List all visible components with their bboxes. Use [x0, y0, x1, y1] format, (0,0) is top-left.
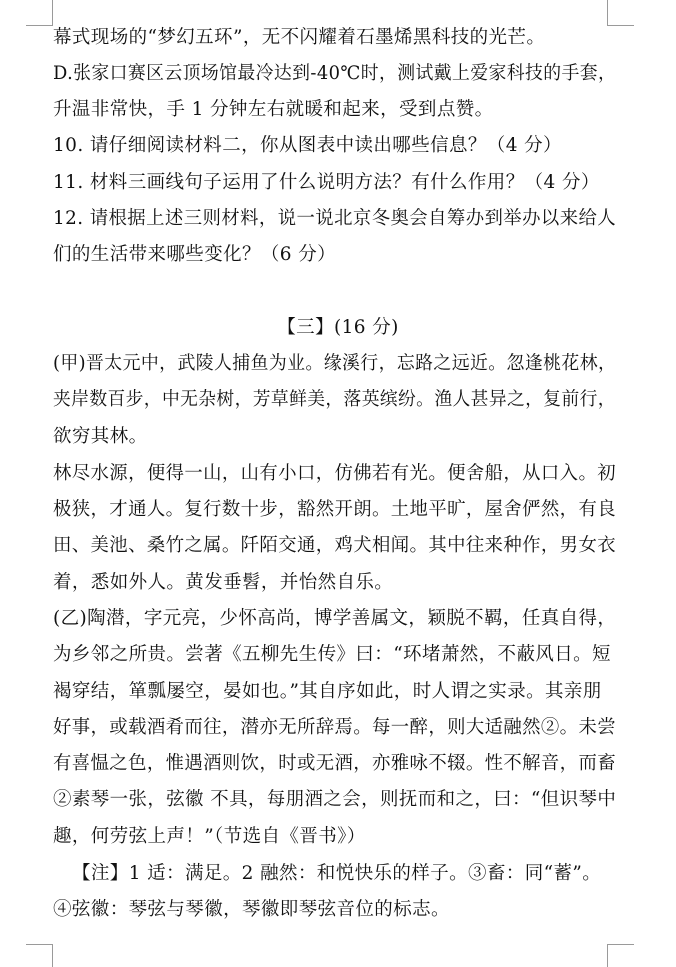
- crop-mark-bottom-right-vertical: [607, 944, 608, 967]
- passage-jia-line: 田、美池、桑竹之属。阡陌交通，鸡犬相闻。其中往来种作，男女衣: [53, 535, 616, 556]
- crop-mark-bottom-right-horizontal: [607, 944, 634, 945]
- crop-mark-top-left-horizontal: [26, 25, 53, 26]
- text-line: 升温非常快，手 1 分钟左右就暖和起来，受到点赞。: [53, 99, 494, 120]
- passage-jia-line: (甲)晋太元中，武陵人捕鱼为业。缘溪行，忘路之远近。忽逢桃花林，: [53, 353, 617, 374]
- question-11: 11. 材料三画线句子运用了什么说明方法？有什么作用？（4 分）: [53, 172, 600, 193]
- crop-mark-top-right-vertical: [607, 0, 608, 26]
- passage-yi-line: 为乡邻之所贵。尝著《五柳先生传》曰：“环堵萧然，不蔽风日。短: [53, 644, 611, 665]
- crop-mark-bottom-left-horizontal: [26, 944, 53, 945]
- passage-jia-line: 欲穷其林。: [53, 426, 148, 447]
- crop-mark-top-left-vertical: [52, 0, 53, 26]
- crop-mark-bottom-left-vertical: [52, 944, 53, 967]
- passage-yi-line: 褐穿结，箪瓢屡空，晏如也。”其自序如此，时人谓之实录。其亲朋: [53, 681, 602, 702]
- text-line: 幕式现场的“梦幻五环”，无不闪耀着石墨烯黑科技的光芒。: [53, 27, 546, 48]
- section-heading: 【三】(16 分): [277, 317, 399, 338]
- question-10: 10. 请仔细阅读材料二，你从图表中读出哪些信息？（4 分）: [53, 135, 562, 156]
- passage-yi-line: 好事，或载酒肴而往，潜亦无所辞焉。每一醉，则大适融然②。未尝: [53, 717, 616, 738]
- passage-jia-line: 林尽水源，便得一山，山有小口，仿佛若有光。便舍船，从口入。初: [53, 463, 616, 484]
- passage-yi-line: 趣，何劳弦上声！”（节选自《晋书》）: [53, 826, 366, 847]
- passage-yi-line: ②素琴一张，弦徽 不具，每朋酒之会，则抚而和之，曰：“但识琴中: [53, 789, 617, 810]
- text-line: 们的生活带来哪些变化？（6 分）: [53, 244, 337, 265]
- passage-jia-line: 着，悉如外人。黄发垂髫，并怡然自乐。: [53, 572, 394, 593]
- text-line: D.张家口赛区云顶场馆最冷达到-40℃时，测试戴上爱家科技的手套，: [53, 63, 617, 84]
- question-12: 12. 请根据上述三则材料，说一说北京冬奥会自筹办到举办以来给人: [53, 208, 617, 229]
- passage-yi-line: 有喜愠之色，惟遇酒则饮，时或无酒，亦雅咏不辍。性不解音，而畜: [53, 753, 616, 774]
- note-line: 【注】1 适：满足。2 融然：和悦快乐的样子。③畜：同“蓄”。: [72, 863, 602, 884]
- note-line: ④弦徽：琴弦与琴徽，琴徽即琴弦音位的标志。: [53, 899, 450, 920]
- passage-yi-line: (乙)陶潜，字元亮，少怀高尚，博学善属文，颖脱不羁，任真自得，: [53, 608, 617, 629]
- crop-mark-top-right-horizontal: [607, 25, 634, 26]
- passage-jia-line: 极狭，才通人。复行数十步，豁然开朗。土地平旷，屋舍俨然，有良: [53, 499, 616, 520]
- passage-jia-line: 夹岸数百步，中无杂树，芳草鲜美，落英缤纷。渔人甚异之，复前行，: [53, 389, 616, 410]
